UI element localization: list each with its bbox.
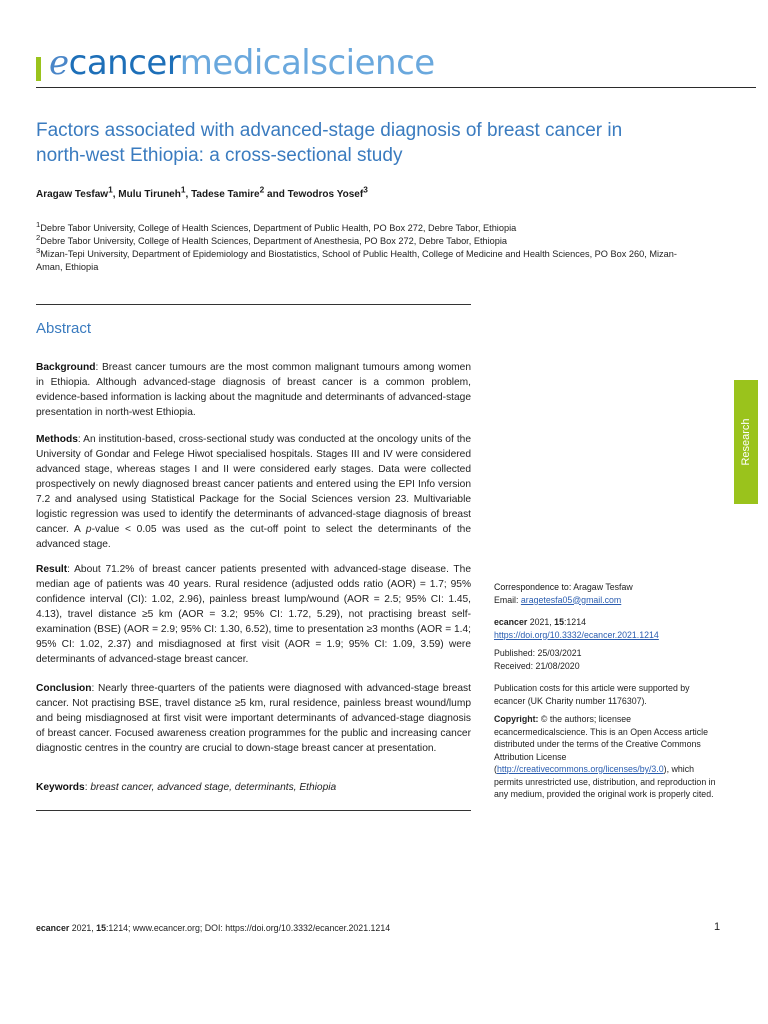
author: Tewodros Yosef$^3$: [287, 185, 368, 201]
abstract-heading: Abstract: [36, 320, 92, 337]
author: Mulu Tiruneh$^1$,: [118, 185, 192, 201]
affiliation: $^1$Debre Tabor University, College of Health Sciences, Department of Public Health, PO Box 272, Debre Tabor, Ethiopia: [36, 220, 517, 234]
logo-e: e: [49, 43, 69, 83]
affiliation: $^3$Mizan-Tepi University, Department of Epidemiology and Biostatistics, School of Public Health, College of Medicine and Health Sciences, PO Box 260, Mizan-Aman, Ethiopia: [36, 246, 677, 273]
logo-wordmark: [49, 40, 435, 86]
affiliation: $^2$Debre Tabor University, College of Health Sciences, Department of Anesthesia, PO Box 272, Debre Tabor, Ethiopia: [36, 233, 508, 247]
header-divider: [36, 87, 756, 88]
logo-cancer: cancer: [68, 43, 180, 83]
copyright: Copyright: © the authors; licensee ecancermedicalscience. This is an Open Access article distributed under the terms of the Creative Commons Attribution License (http://creativecommons.org/licenses/by/3.0), which permits unrestricted use, distribution, and reproduction in any medium, provided the original work is properly cited.: [494, 714, 716, 799]
doi-link[interactable]: https://doi.org/10.3332/ecancer.2021.1214: [494, 629, 659, 640]
abstract-bottom-divider: [36, 810, 471, 811]
page-footer: ecancer 2021, 15:1214; www.ecancer.org; DOI: https://doi.org/10.3332/ecancer.2021.1214: [36, 923, 391, 933]
author: Aragaw Tesfaw$^1$,: [36, 185, 119, 201]
article-title: Factors associated with advanced-stage diagnosis of breast cancer in north-west Ethiopia: a cross-sectional study: [36, 120, 623, 166]
author-list: [36, 185, 368, 200]
abstract-top-divider: [36, 304, 471, 305]
license-link[interactable]: http://creativecommons.org/licenses/by/3.0: [496, 764, 664, 774]
citation: ecancer 2021, 15:1214 https://doi.org/10.3332/ecancer.2021.1214: [494, 617, 659, 640]
research-tab: [734, 380, 758, 504]
abstract-background: Background: Breast cancer tumours are the most common malignant tumours among women in Ethiopia. Although advanced-stage diagnosis of breast cancer is a common problem, evidence-based information is lacking about the magnitude and determinants of advanced-stage presentation in north-west Ethiopia.: [36, 362, 471, 418]
abstract-keywords: Keywords: breast cancer, advanced stage, determinants, Ethiopia: [36, 782, 337, 793]
page-number: 1: [714, 921, 721, 933]
abstract-result: Result: About 71.2% of breast cancer patients presented with advanced-stage disease. The median age of patients was 40 years. Rural residence (adjusted odds ratio (AOR) = 1.7; 95% confidence interval (CI): 1.02, 2.96), painless breast lump/wound (AOR = 2.5; 95% CI: 1.45, 4.13), travel distance ≥5 km (AOR = 3.2; 95% CI: 1.72, 5.29), not practising breast self-examination (BSE) (AOR = 2.9; 95% CI: 1.30, 6.52), time to presentation ≥3 months (AOR = 1.4; 95% CI: 1.02, 2.37) and misdiagnosed at first visit (AOR = 1.9; 95% CI: 1.09, 3.59) were determinants of advanced-stage breast cancer.: [36, 564, 471, 665]
logo-medicalscience: medicalscience: [179, 43, 435, 83]
author: Tadese Tamire$^2$ and: [191, 185, 288, 201]
abstract-conclusion: Conclusion: Nearly three-quarters of the patients were diagnosed with advanced-stage breast cancer. Not practising BSE, travel distance ≥5 km, rural residence, painless breast wound/lump and being misdiagnosed at first visit were important determinants of advanced-stage diagnosis of breast cancer. Focused awareness creation programmes for the public and increasing cancer diagnostic centres in the country are crucial to down-stage breast cancer at presentation.: [36, 683, 471, 754]
dates: Published: 25/03/2021 Received: 21/08/2020: [494, 648, 582, 671]
publication-costs: Publication costs for this article were supported by ecancer (UK Charity number 1176307).: [494, 683, 690, 706]
journal-logo: [36, 40, 435, 86]
email-link[interactable]: aragetesfa05@gmail.com: [520, 594, 622, 605]
abstract-methods: Methods: An institution-based, cross-sectional study was conducted at the oncology units of the University of Gondar and Felege Hiwot specialised hospitals. Stages III and IV were considered advanced stage, whereas stages I and II were considered early stages. Data were collected prospectively on newly diagnosed breast cancer patients and entered using the EPI Info version 7.2 and analysed using Statistical Package for the Social Sciences version 23. Multivariable logistic regression was used to identify the determinants of advanced-stage diagnosis of breast cancer. A p-value < 0.05 was used as the cut-off point to select the determinants of the advanced stage.: [36, 434, 471, 550]
logo-accent-bar: [36, 57, 41, 81]
research-tab-label: Research: [740, 418, 752, 466]
correspondence: Correspondence to: Aragaw Tesfaw Email: aragetesfa05@gmail.com: [494, 582, 633, 605]
